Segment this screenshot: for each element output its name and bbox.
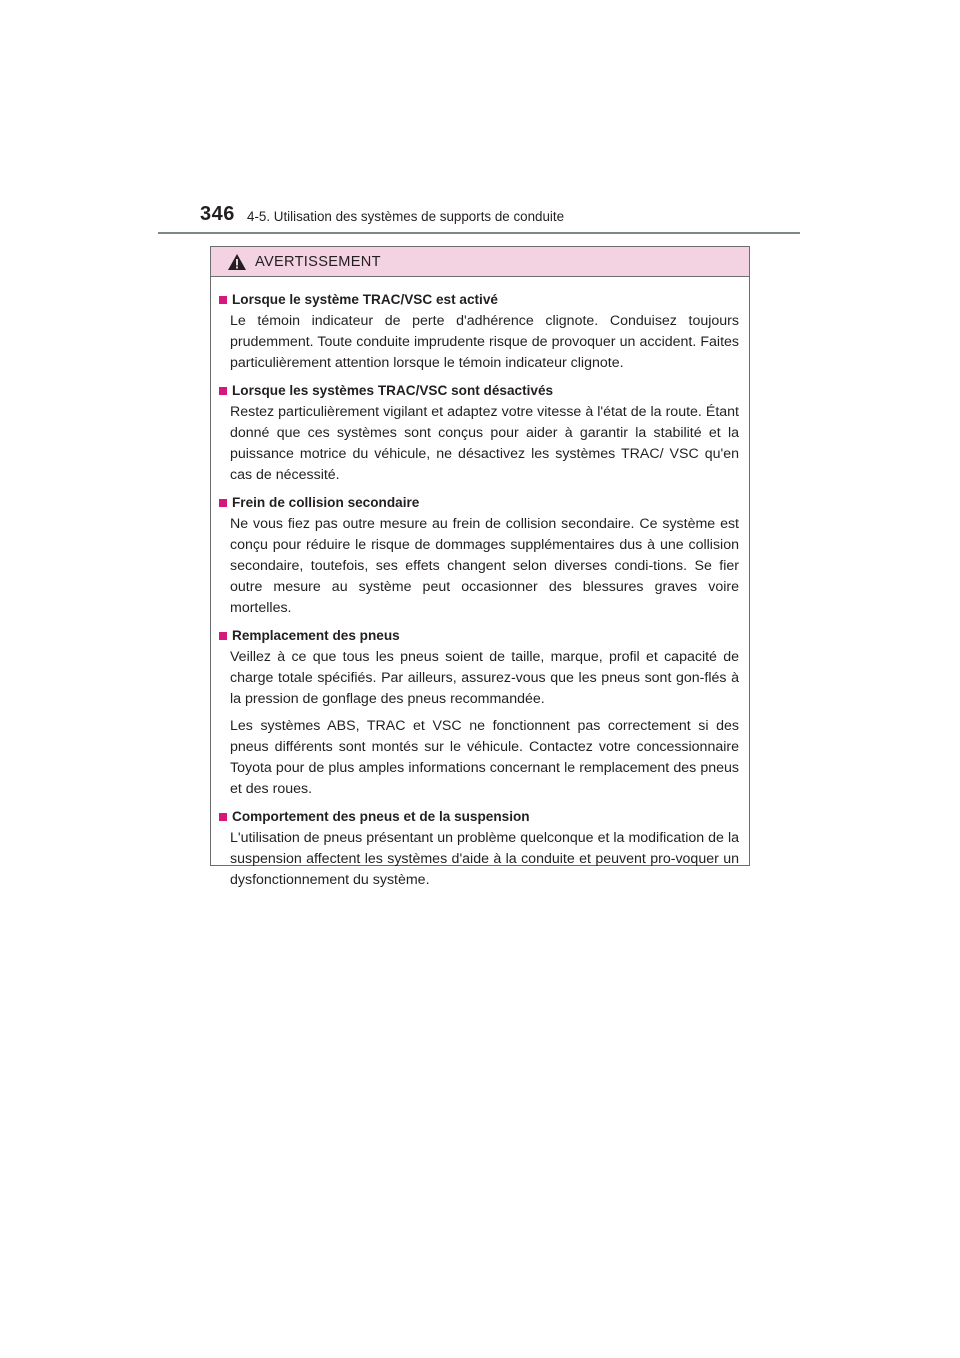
square-bullet-icon <box>219 296 227 304</box>
item-paragraph: Le témoin indicateur de perte d'adhérence clignote. Conduisez toujours prudemment. Toute conduite imprudente risque de provoquer un accident. Faites particulièrement attention lorsque le témoin indicateur clignote. <box>230 313 739 371</box>
item-heading <box>218 381 739 401</box>
item-heading-text: Lorsque le système TRAC/VSC est activé <box>232 292 498 307</box>
warning-box <box>210 246 750 888</box>
page-number: 346 <box>200 203 235 225</box>
warning-item-secondary-collision-brake <box>218 493 739 619</box>
item-heading-text: Frein de collision secondaire <box>232 495 420 510</box>
section-title: 4-5. Utilisation des systèmes de supports de conduite <box>247 209 565 224</box>
item-heading-text: Comportement des pneus et de la suspension <box>232 809 530 824</box>
item-paragraph: L'utilisation de pneus présentant un problème quelconque et la modification de la suspension affectent les systèmes d'aide à la conduite et peuvent pro-voquer un dysfonctionnement du système. <box>230 830 739 888</box>
item-heading <box>218 493 739 513</box>
warning-item-trac-vsc-active <box>218 290 739 374</box>
warning-item-tire-replacement <box>218 626 739 800</box>
item-paragraph: Veillez à ce que tous les pneus soient de taille, marque, profil et capacité de charge totale spécifiés. Par ailleurs, assurez-vous que les pneus sont gon-flés à la pression de gonflage des pneus recommandée. <box>230 649 739 707</box>
item-heading <box>218 290 739 310</box>
square-bullet-icon <box>219 813 227 821</box>
warning-header <box>211 247 749 277</box>
item-paragraph: Restez particulièrement vigilant et adaptez votre vitesse à l'état de la route. Étant donné que ces systèmes sont conçus pour aider à garantir la stabilité et la puissance motrice du véhicule, ne désactivez les systèmes TRAC/ VSC qu'en cas de nécessité. <box>230 404 739 483</box>
header-rule <box>158 232 800 234</box>
warning-triangle-icon <box>227 253 247 271</box>
item-paragraph: Les systèmes ABS, TRAC et VSC ne fonctionnent pas correctement si des pneus différents sont montés sur le véhicule. Contactez votre concessionnaire Toyota pour de plus amples informations concernant le remplacement des pneus et des roues. <box>230 718 739 797</box>
warning-body <box>211 277 749 891</box>
item-heading-text: Lorsque les systèmes TRAC/VSC sont désactivés <box>232 383 554 398</box>
warning-item-trac-vsc-disabled <box>218 381 739 486</box>
item-heading <box>218 807 739 827</box>
item-heading-text: Remplacement des pneus <box>232 628 400 643</box>
square-bullet-icon <box>219 387 227 395</box>
item-heading <box>218 626 739 646</box>
warning-title: AVERTISSEMENT <box>255 253 381 270</box>
square-bullet-icon <box>219 499 227 507</box>
warning-item-tire-suspension-behavior <box>218 807 739 891</box>
square-bullet-icon <box>219 632 227 640</box>
item-paragraph: Ne vous fiez pas outre mesure au frein de collision secondaire. Ce système est conçu pour réduire le risque de dommages supplémentaires dus à une collision secondaire, toutefois, ses effets changent selon diverses condi-tions. Se fier outre mesure au système peut occasionner des blessures graves voire mortelles. <box>230 516 739 616</box>
